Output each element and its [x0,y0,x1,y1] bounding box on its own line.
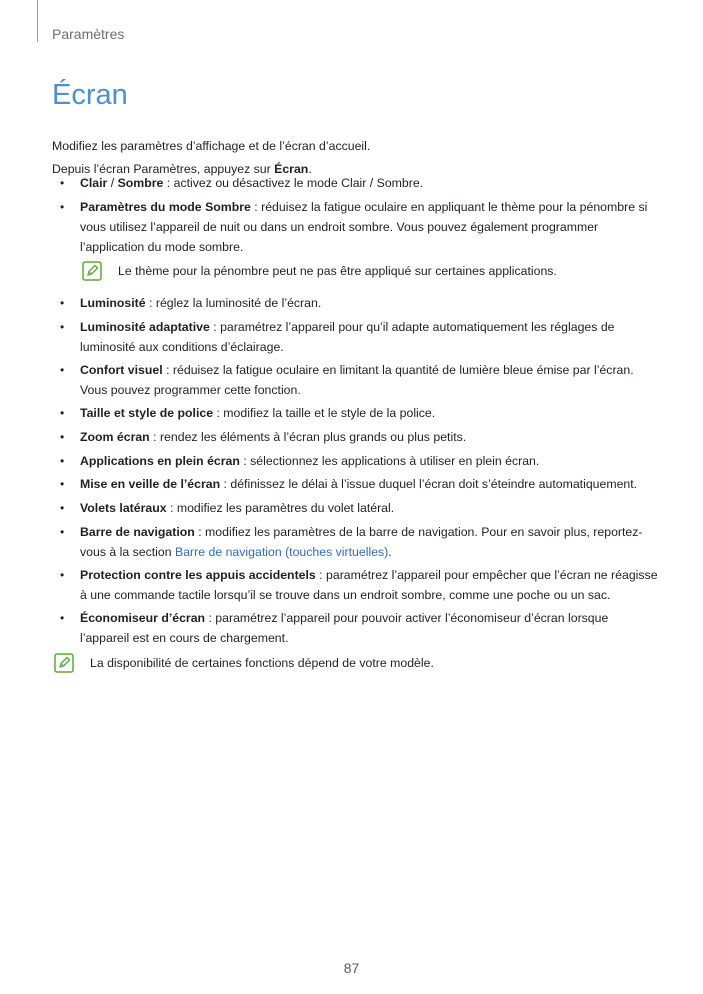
list-item-screen-timeout [60,474,660,494]
note-text: La disponibilité de certaines fonctions dépend de votre modèle. [90,656,434,670]
list-item-dark-mode-settings [60,197,660,257]
item-description: : réduisez la fatigue oculaire en limitant la quantité de lumière bleue émise par l’écran. Vous pouvez programmer cette fonction. [80,363,634,397]
item-term: Volets latéraux [80,501,167,515]
bullet-dot: • [60,477,65,491]
bullet-dot: • [60,568,65,582]
item-description: : définissez le délai à l’issue duquel l’écran doit s’éteindre automatiquement. [220,477,638,491]
page-title: Écran [52,79,128,111]
bullet-dot: • [60,363,65,377]
item-description: : paramétrez l’appareil pour empêcher que l’écran ne réagisse à une commande tactile lorsqu’il se trouve dans un endroit sombre, comme une poche ou un sac. [80,568,658,602]
item-end: . [388,545,392,559]
item-description: : modifiez les paramètres de la barre de navigation. Pour en savoir plus, reportez-vous à la section [80,525,643,559]
list-item-brightness [60,293,660,313]
item-description: : sélectionnez les applications à utiliser en plein écran. [239,454,540,468]
item-term: Applications en plein écran [80,454,240,468]
list-item-adaptive-brightness [60,317,660,357]
bullet-dot: • [60,501,65,515]
bullet-dot: • [60,611,65,625]
path-after: . [308,162,312,177]
item-term: Taille et style de police [80,406,214,420]
list-item-screen-saver [60,608,660,648]
path-bold: Écran [274,162,309,177]
item-description: : rendez les éléments à l’écran plus grands ou plus petits. [149,430,467,444]
bullet-dot: • [60,200,65,214]
item-term: Paramètres du mode Sombre [80,200,251,214]
item-description: : paramétrez l’appareil pour pouvoir activer l’économiseur d’écran lorsque l’appareil est en cours de chargement. [80,611,609,645]
list-item-edge-panels [60,498,660,518]
note-availability [54,653,434,673]
bullet-dot: • [60,525,65,539]
header-section: Paramètres [52,26,125,42]
item-separator: / [107,176,118,190]
list-item-accidental-touch [60,565,660,605]
item-description: : paramétrez l’appareil pour qu’il adapte automatiquement les réglages de luminosité aux conditions d’éclairage. [80,320,615,354]
note-pencil-icon [54,653,74,673]
item-description: : activez ou désactivez le mode Clair / Sombre. [163,176,424,190]
note-dark-mode [82,261,557,281]
item-term: Protection contre les appuis accidentels [80,568,316,582]
item-term: Mise en veille de l’écran [80,477,221,491]
list-item-clair-sombre [60,173,660,193]
bullet-dot: • [60,430,65,444]
bullet-dot: • [60,176,65,190]
list-item-navigation-bar [60,522,660,562]
bullet-dot: • [60,454,65,468]
bullet-dot: • [60,320,65,334]
item-term: Luminosité adaptative [80,320,210,334]
item-term: Sombre [117,176,164,190]
item-term: Barre de navigation [80,525,195,539]
header-rule [37,0,38,42]
item-description: : modifiez les paramètres du volet latéral. [166,501,395,515]
navigation-bar-link[interactable]: Barre de navigation (touches virtuelles) [175,545,389,559]
path-before: Depuis l’écran Paramètres, appuyez sur [52,162,275,177]
item-term: Luminosité [80,296,146,310]
item-description: : réduisez la fatigue oculaire en appliquant le thème pour la pénombre si vous utilisez l’appareil de nuit ou dans un endroit sombre. Vous pouvez également programmer l’application du mode sombre. [80,200,648,254]
item-description: : réglez la luminosité de l’écran. [145,296,322,310]
list-item-full-screen-apps [60,451,660,471]
item-term: Zoom écran [80,430,150,444]
intro-text: Modifiez les paramètres d’affichage et de l’écran d’accueil. [52,139,371,154]
list-item-screen-zoom [60,427,660,447]
note-text: Le thème pour la pénombre peut ne pas être appliqué sur certaines applications. [118,264,557,278]
item-term: Confort visuel [80,363,163,377]
item-term: Clair [80,176,108,190]
page-number: 87 [343,960,360,976]
item-term: Économiseur d’écran [80,611,206,625]
item-description: : modifiez la taille et le style de la police. [213,406,436,420]
bullet-dot: • [60,406,65,420]
list-item-eye-comfort [60,360,660,400]
bullet-dot: • [60,296,65,310]
note-pencil-icon [82,261,102,281]
list-item-font-size-style [60,403,660,423]
